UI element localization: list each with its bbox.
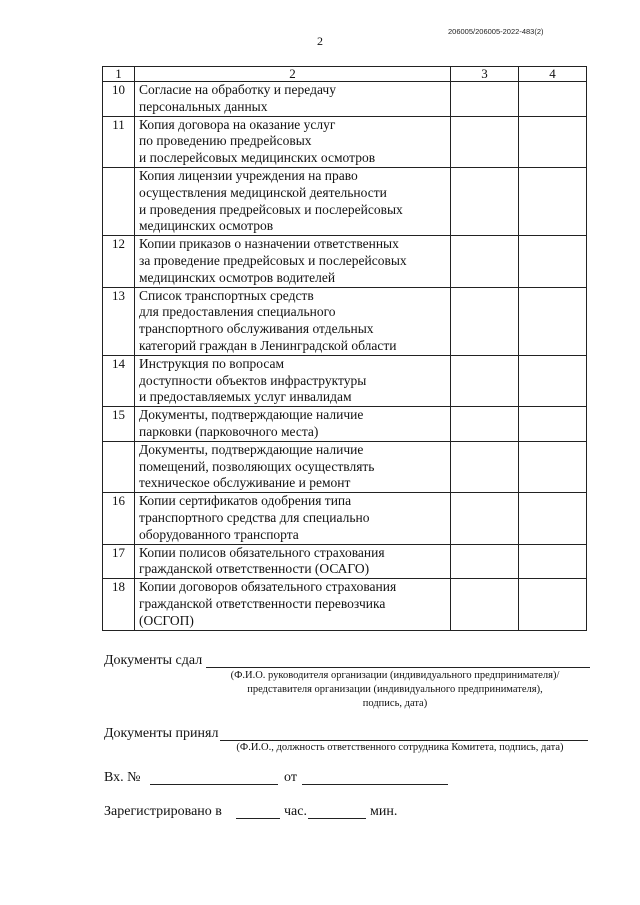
document-name-line: доступности объектов инфраструктуры — [139, 372, 367, 388]
column-4-cell[interactable] — [519, 441, 587, 492]
document-name-line: и послерейсовых медицинских осмотров — [139, 150, 376, 166]
column-3-cell[interactable] — [451, 236, 519, 287]
column-4-cell[interactable] — [519, 82, 587, 117]
document-name — [135, 544, 451, 579]
document-name-line: парковки (парковочного места) — [139, 423, 319, 439]
document-name-line: оборудованного транспорта — [139, 526, 299, 542]
row-number: 14 — [103, 355, 135, 406]
accepted-signature-line[interactable] — [220, 740, 588, 741]
document-name — [135, 287, 451, 355]
document-name-line: медицинских осмотров — [139, 218, 274, 234]
table-row — [103, 544, 587, 579]
document-name-line: Согласие на обработку и передачу — [139, 82, 336, 97]
column-4-cell[interactable] — [519, 407, 587, 442]
column-header: 2 — [135, 67, 451, 82]
column-4-cell[interactable] — [519, 355, 587, 406]
document-name-line: гражданской ответственности (ОСАГО) — [139, 561, 370, 577]
incoming-number-line[interactable] — [150, 784, 278, 785]
document-name-line: Инструкция по вопросам — [139, 355, 285, 371]
document-name-line: помещений, позволяющих осуществлять — [139, 458, 375, 474]
document-name-line: по проведению предрейсовых — [139, 133, 312, 149]
table-row — [103, 236, 587, 287]
table-row — [103, 82, 587, 117]
incoming-number-label: Вх. № — [104, 770, 141, 785]
document-name-line: Копии приказов о назначении ответственных — [139, 236, 399, 252]
row-number: 16 — [103, 493, 135, 544]
table-header-row — [103, 67, 587, 82]
column-3-cell[interactable] — [451, 116, 519, 167]
document-name-line: Копия лицензии учреждения на право — [139, 167, 358, 183]
accepted-hint: (Ф.И.О., должность ответственного сотрудника Комитета, подпись, дата) — [236, 742, 564, 753]
document-name-line: Список транспортных средств — [139, 287, 314, 303]
document-name-line: Документы, подтверждающие наличие — [139, 441, 364, 457]
page-number: 2 — [317, 34, 323, 48]
submitted-hint-line-2: представителя организации (индивидуального предпринимателя), — [247, 684, 543, 695]
submitted-hint-line-3: подпись, дата) — [362, 698, 428, 709]
hours-line[interactable] — [236, 818, 280, 819]
table-row — [103, 167, 587, 235]
column-4-cell[interactable] — [519, 493, 587, 544]
document-name-line: Копии договоров обязательного страхования — [139, 579, 397, 595]
document-name-line: Копия договора на оказание услуг — [139, 116, 336, 132]
column-header: 4 — [519, 67, 587, 82]
document-name-line: техническое обслуживание и ремонт — [139, 475, 351, 491]
incoming-date-line[interactable] — [302, 784, 448, 785]
column-header: 3 — [451, 67, 519, 82]
submitted-signature-line[interactable] — [206, 667, 590, 668]
from-label: от — [284, 770, 297, 785]
column-3-cell[interactable] — [451, 579, 519, 630]
document-name-line: Копии полисов обязательного страхования — [139, 544, 385, 560]
document-name — [135, 441, 451, 492]
minutes-label: мин. — [370, 804, 398, 819]
document-name-line: персональных данных — [139, 98, 268, 114]
column-3-cell[interactable] — [451, 287, 519, 355]
table-row — [103, 407, 587, 442]
column-3-cell[interactable] — [451, 167, 519, 235]
document-name — [135, 355, 451, 406]
column-4-cell[interactable] — [519, 167, 587, 235]
document-name — [135, 82, 451, 117]
column-4-cell[interactable] — [519, 287, 587, 355]
column-header: 1 — [103, 67, 135, 82]
document-name-line: Документы, подтверждающие наличие — [139, 407, 364, 423]
row-number: 15 — [103, 407, 135, 442]
document-name-line: (ОСГОП) — [139, 612, 194, 628]
column-3-cell[interactable] — [451, 407, 519, 442]
row-number — [103, 441, 135, 492]
column-3-cell[interactable] — [451, 82, 519, 117]
document-name — [135, 407, 451, 442]
row-number: 10 — [103, 82, 135, 117]
submitted-hint-line-1: (Ф.И.О. руководителя организации (индивидуального предпринимателя)/ — [230, 670, 560, 681]
document-name-line: для предоставления специального — [139, 304, 336, 320]
table-row — [103, 116, 587, 167]
submitted-label: Документы сдал — [104, 653, 203, 668]
document-name — [135, 116, 451, 167]
document-name-line: за проведение предрейсовых и послерейсовых — [139, 252, 407, 268]
document-name-line: и проведения предрейсовых и послерейсовых — [139, 201, 403, 217]
document-name-line: Копии сертификатов одобрения типа — [139, 493, 352, 509]
document-name-line: медицинских осмотров водителей — [139, 269, 336, 285]
row-number: 17 — [103, 544, 135, 579]
column-4-cell[interactable] — [519, 116, 587, 167]
documents-table-body — [103, 67, 587, 631]
document-reference: 206005/206005-2022-483(2) — [448, 27, 544, 36]
column-3-cell[interactable] — [451, 355, 519, 406]
table-row — [103, 355, 587, 406]
row-number: 18 — [103, 579, 135, 630]
document-name-line: гражданской ответственности перевозчика — [139, 595, 386, 611]
row-number — [103, 167, 135, 235]
column-4-cell[interactable] — [519, 579, 587, 630]
registered-label: Зарегистрировано в — [104, 804, 222, 819]
column-4-cell[interactable] — [519, 236, 587, 287]
document-name — [135, 167, 451, 235]
row-number: 11 — [103, 116, 135, 167]
document-name-line: категорий граждан в Ленинградской области — [139, 337, 397, 353]
accepted-label: Документы принял — [104, 726, 219, 741]
document-name — [135, 236, 451, 287]
minutes-line[interactable] — [308, 818, 366, 819]
row-number: 13 — [103, 287, 135, 355]
document-name-line: осуществления медицинской деятельности — [139, 184, 387, 200]
document-name-line: транспортного обслуживания отдельных — [139, 321, 374, 337]
table-row — [103, 441, 587, 492]
table-row — [103, 493, 587, 544]
table-row — [103, 287, 587, 355]
table-row — [103, 579, 587, 630]
documents-table — [102, 66, 587, 631]
column-3-cell[interactable] — [451, 544, 519, 579]
document-name — [135, 493, 451, 544]
row-number: 12 — [103, 236, 135, 287]
column-4-cell[interactable] — [519, 544, 587, 579]
document-name-line: транспортного средства для специально — [139, 509, 370, 525]
column-3-cell[interactable] — [451, 441, 519, 492]
hours-label: час. — [284, 804, 307, 819]
document-name — [135, 579, 451, 630]
column-3-cell[interactable] — [451, 493, 519, 544]
document-name-line: и предоставляемых услуг инвалидам — [139, 389, 352, 405]
